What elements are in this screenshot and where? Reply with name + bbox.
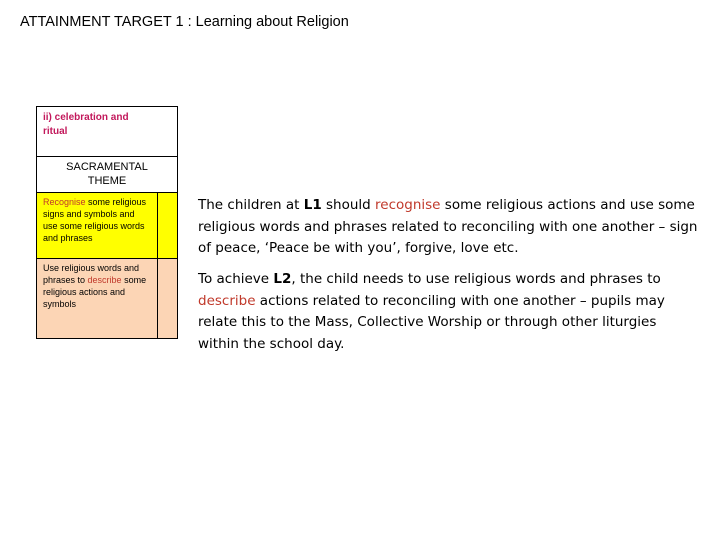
theme-label-line2: THEME [87,175,127,187]
para-2-level: L2 [273,271,292,287]
level-2-text-pre: Use religious words and phrases to [43,263,140,285]
strand-label-line1: ii) celebration and [43,112,129,123]
para-2-mid: , the child needs to use religious words and phrases to [291,271,661,287]
level-1-text: some religious signs and symbols and use some religious words and phrases [43,197,147,243]
para-1-post: some religious actions and use some religious words and phrases related to reconciling with one another – sign of peace, ‘Peace be with you’, forgive, love etc. [198,197,698,256]
strand-label-line2: ritual [43,126,68,137]
level-2-paragraph [198,269,698,355]
level-1-descriptor [37,193,158,258]
para-2-pre: To achieve [198,271,274,287]
theme-box [36,157,178,193]
strand-box [36,106,178,157]
page-title: ATTAINMENT TARGET 1 : Learning about Religion [20,14,349,30]
level-1-keyword: Recognise [43,197,86,207]
level-2-descriptor [37,259,158,338]
para-1-level: L1 [303,197,322,213]
level-1-check-cell [158,193,177,258]
level-2-row [36,259,178,339]
level-1-paragraph [198,195,698,260]
para-2-keyword: describe [198,292,256,309]
level-1-row [36,193,178,259]
theme-label-line1: SACRAMENTAL [66,161,148,173]
level-2-check-cell [158,259,177,338]
para-2-post: actions related to reconciling with one another – pupils may relate this to the Mass, Collective Worship or through other liturgies within the school day. [198,292,665,352]
level-2-text-post: some religious actions and symbols [43,275,147,309]
level-2-keyword: describe [87,275,122,285]
para-1-mid: should [321,197,376,213]
para-1-keyword: recognise [375,197,441,213]
para-1-pre: The children at [198,197,304,213]
